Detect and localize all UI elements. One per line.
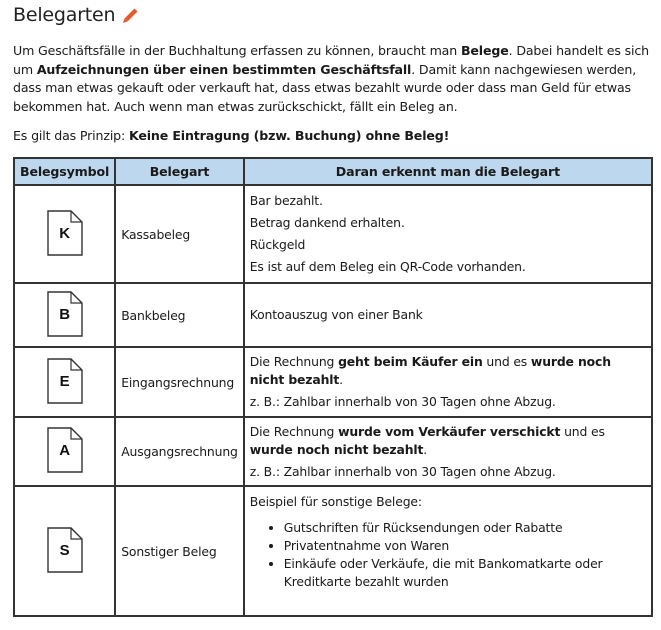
header-belegsymbol: Belegsymbol — [14, 158, 115, 185]
intro-text: . Dabei handelt es sich um — [13, 43, 649, 77]
symbol-cell — [14, 283, 115, 347]
belegart-cell: Kassabeleg — [115, 185, 244, 283]
description-line: Kontoauszug von einer Bank — [249, 307, 423, 322]
table-row — [14, 486, 652, 616]
document-letter: S — [59, 541, 70, 559]
document-icon — [47, 291, 83, 337]
document-letter: B — [59, 305, 70, 323]
intro-bold-belege: Belege — [460, 43, 509, 58]
description-line: Beispiel für sonstige Belege: — [249, 494, 422, 509]
table-row — [14, 283, 652, 347]
description-cell — [244, 347, 652, 417]
intro-text: . Damit kann nachgewiesen werden, dass man etwas gekauft oder verkauft hat, dass etwas bezahlt wurde oder dass man Geld für etwas bekommen hat. Auch wenn man etwas zurückschickt, fällt ein Beleg an. — [13, 61, 637, 114]
document-icon — [47, 358, 83, 404]
table-row — [14, 417, 652, 486]
belegart-cell: Ausgangsrechnung — [115, 417, 244, 486]
bold-text: geht beim Käufer ein — [338, 354, 483, 369]
intro-text: Um Geschäftsfälle in der Buchhaltung erfassen zu können, braucht man — [13, 43, 461, 58]
description-line: Rückgeld — [249, 237, 306, 252]
symbol-cell — [14, 185, 115, 283]
description-line — [250, 423, 646, 459]
description-line — [250, 353, 646, 389]
table-header-row — [14, 158, 652, 185]
text: Die Rechnung — [249, 423, 339, 439]
description-line: Bar bezahlt. — [249, 193, 323, 208]
description-cell — [244, 185, 652, 283]
header-erkennung: Daran erkennt man die Belegart — [244, 158, 652, 185]
description-cell — [244, 486, 652, 616]
principle-statement — [13, 127, 449, 145]
page-title: Belegarten — [13, 4, 116, 26]
belegarten-table — [13, 157, 653, 617]
header-belegart: Belegart — [115, 158, 244, 185]
list-item: • Gutschriften für Rücksendungen oder Rabatte — [284, 519, 646, 537]
intro-paragraph — [13, 42, 658, 116]
description-line: Betrag dankend erhalten. — [249, 215, 405, 230]
description-cell — [244, 283, 652, 347]
title-row — [13, 4, 139, 26]
list-item: • Privatentnahme von Waren — [284, 537, 646, 555]
principle-bold: Keine Eintragung (bzw. Buchung) ohne Beleg! — [128, 128, 450, 143]
description-cell — [244, 417, 652, 486]
symbol-cell — [14, 486, 115, 616]
symbol-cell — [14, 417, 115, 486]
pencil-icon[interactable] — [122, 7, 139, 24]
text: und es — [482, 354, 531, 369]
document-letter: A — [59, 442, 70, 459]
intro-bold-definition: Aufzeichnungen über einen bestimmten Geschäftsfall — [36, 61, 412, 77]
bold-text: wurde noch nicht bezahlt — [249, 441, 424, 457]
bold-text: wurde noch nicht bezahlt — [249, 354, 611, 387]
text: Die Rechnung — [249, 354, 339, 369]
principle-prefix: Es gilt das Prinzip: — [13, 128, 129, 143]
document-icon — [47, 427, 83, 473]
document-letter: E — [59, 372, 70, 390]
text: . — [339, 372, 343, 387]
list-item: • Einkäufe oder Verkäufe, die mit Bankomatkarte oder Kreditkarte bezahlt wurden — [284, 555, 646, 591]
example-line: z. B.: Zahlbar innerhalb von 30 Tagen ohne Abzug. — [249, 394, 556, 409]
document-letter: K — [59, 224, 70, 242]
text: und es — [560, 423, 605, 439]
bold-text: wurde vom Verkäufer verschickt — [338, 423, 561, 439]
document-icon — [47, 527, 83, 573]
symbol-cell — [14, 347, 115, 417]
belegart-cell: Sonstiger Beleg — [115, 486, 244, 616]
belegart-cell: Bankbeleg — [115, 283, 244, 347]
description-line: Es ist auf dem Beleg ein QR-Code vorhanden. — [249, 259, 526, 274]
example-list — [250, 519, 646, 591]
text: . — [423, 441, 428, 457]
example-line: z. B.: Zahlbar innerhalb von 30 Tagen ohne Abzug. — [249, 463, 556, 479]
belegart-cell: Eingangsrechnung — [115, 347, 244, 417]
document-icon — [47, 210, 83, 256]
table-row — [14, 347, 652, 417]
table-row — [14, 185, 652, 283]
